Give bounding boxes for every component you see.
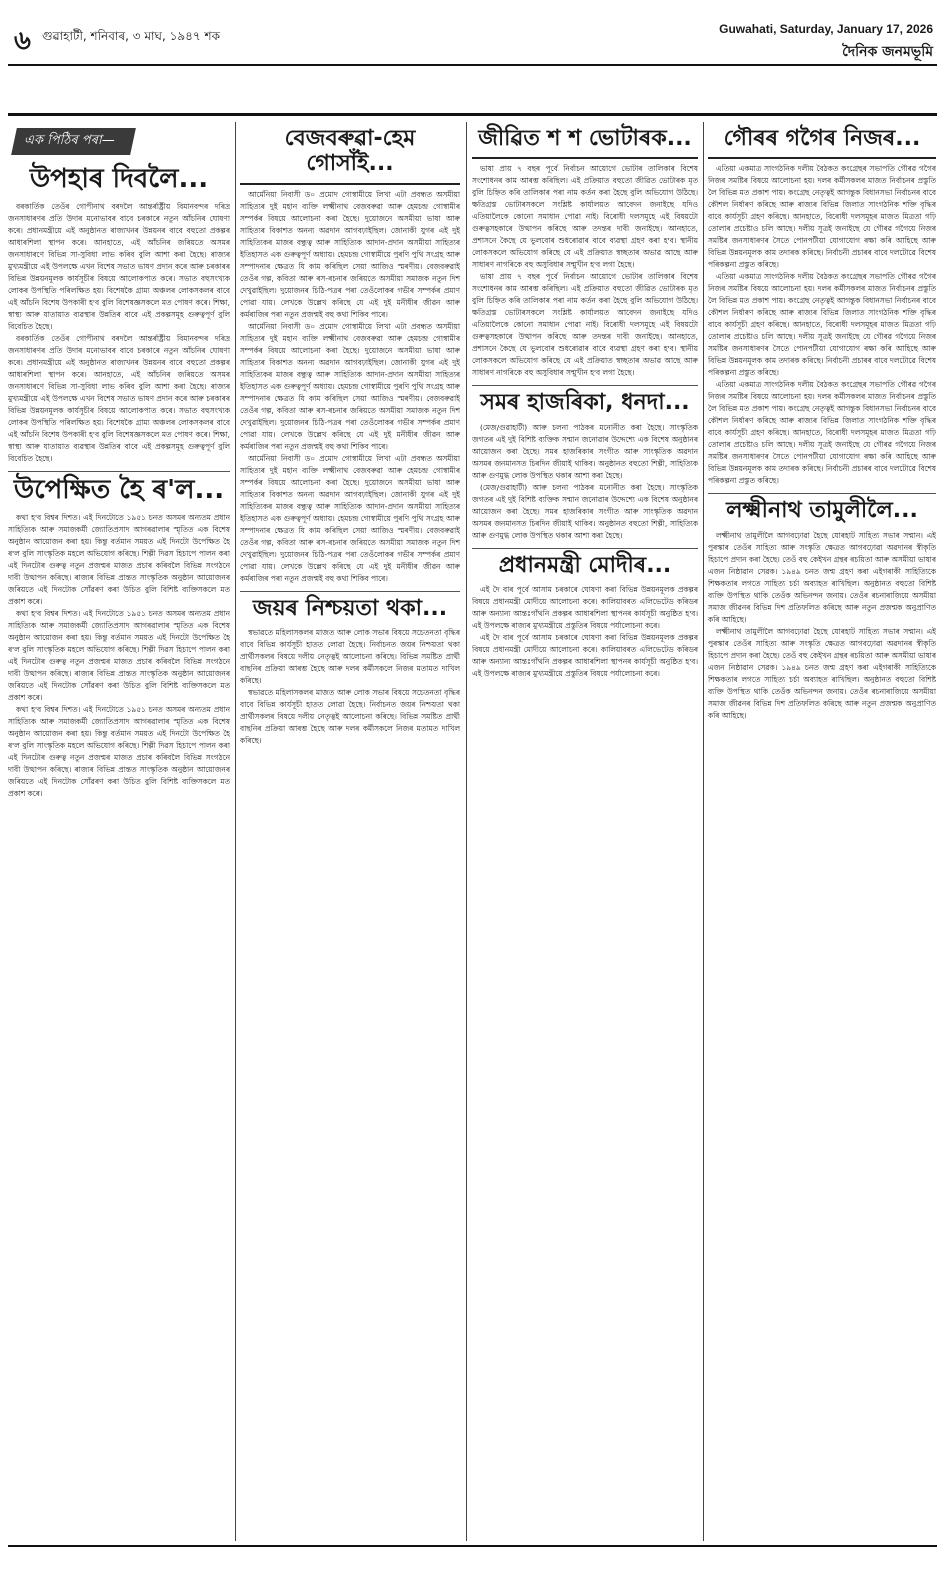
article-body-cont: আৰ্মেনিয়া নিবাসী ড০ প্ৰমোদ গোস্বামীয়ে লিখা এটা প্ৰবন্ধত অসমীয়া সাহিত্যৰ দুই মহান ব্যক্তি লক্ষ্মীনাথ বেজবৰুৱা আৰু হেমচন্দ্ৰ গোস্বামীৰ সম্পৰ্কৰ বিষয়ে আলোচনা কৰা হৈছে। দুয়োজনে অসমীয়া ভাষা আৰু সাহিত্যৰ বিকাশত অনন্য অৱদান আগবঢ়াইছিল। জোনাকী যুগৰ এই দুই সাহিত্যিকৰ মাজৰ বন্ধুত্ব আৰু সাহিত্যিক আদান-প্ৰদান অসমীয়া সাহিত্যৰ ইতিহাসত এক গুৰুত্বপূৰ্ণ অধ্যায়। হেমচন্দ্ৰ গোস্বামীয়ে পুৰণি পুথি সংগ্ৰহ আৰু সম্পাদনাৰ ক্ষেত্ৰত যি কাম কৰিছিল সেয়া আজিও স্মৰণীয়। বেজবৰুৱাই তেওঁৰ গল্প, কবিতা আৰু ৰস-ৰচনাৰ জৰিয়তে অসমীয়া সমাজক নতুন দিশ দেখুৱাইছিল। দুয়োজনৰ চিঠি-পত্ৰৰ পৰা তেওঁলোকৰ গভীৰ সম্পৰ্কৰ প্ৰমাণ পোৱা যায়। লেখকে উল্লেখ কৰিছে যে এই দুই মনীষীৰ জীৱন আৰু কৰ্মৰাজিৰ পৰা নতুন প্ৰজন্মই বহু কথা শিকিব পাৰে। [240, 453, 460, 583]
article-headline: সমৰ হাজৰিকা, ধনদা... [480, 390, 690, 416]
article-headline: উপহাৰ দিবলৈ... [29, 164, 209, 194]
article-body: ভাষা প্ৰায় ৭ বছৰ পূৰ্বে নিৰ্বাচন আয়োগে ভোটাৰ তালিকাৰ বিশেষ সংশোধনৰ কাম আৰম্ভ কৰিছিল। এই প্ৰক্ৰিয়াত বহুতো জীৱিত ভোটাৰক মৃত বুলি চিহ্নিত কৰি তালিকাৰ পৰা নাম কৰ্তন কৰা হৈছে বুলি অভিযোগ উঠিছে। ক্ষতিগ্ৰস্ত ভোটাৰসকলে সংশ্লিষ্ট কাৰ্যালয়ত আবেদন জনাইছে যদিও এতিয়ালৈকে কোনো সমাধান পোৱা নাই। বিৰোধী দলসমূহে এই বিষয়টো গুৰুত্বসহকাৰে উত্থাপন কৰিছে আৰু তদন্তৰ দাবী জনাইছে। আনহাতে, প্ৰশাসনে কৈছে যে ভুলবোৰ শুধৰোৱাৰ বাবে ব্যৱস্থা গ্ৰহণ কৰা হ'ব। স্থানীয় লোকসকলে অভিযোগ কৰিছে যে এই প্ৰক্ৰিয়াত স্বচ্ছতাৰ অভাৱ আছে আৰু সাধাৰণ নাগৰিকে বহু অসুবিধাৰ সন্মুখীন হ'ব লগা হৈছে। [472, 164, 698, 270]
headline-rule [240, 183, 460, 185]
article-body: কথা হ'ব বিশ্বৰ দিশত। এই দিনটোতে ১৯৫১ চনত অসমৰ অন্যতম প্ৰধান সাহিত্যিক আৰু সমাজকৰ্মী জ্যোতিপ্ৰসাদ আগৰৱালাৰ স্মৃতিত এক বিশেষ অনুষ্ঠান আয়োজন কৰা হয়। কিন্তু বৰ্তমান সময়ত এই দিনটো উপেক্ষিত হৈ ৰ'ল বুলি সাংস্কৃতিক মহলে অভিযোগ কৰিছে। শিল্পী দিৱস হিচাপে পালন কৰা এই দিনটোৰ গুৰুত্ব নতুন প্ৰজন্মৰ মাজত প্ৰচাৰ কৰিবলৈ বিভিন্ন সংগঠনে দাবী উত্থাপন কৰিছে। ৰাজ্যৰ বিভিন্ন প্ৰান্তত সাংস্কৃতিক অনুষ্ঠান আয়োজনৰ জৰিয়তে এই দিনটোক সোঁৱৰণ কৰা উচিত বুলি বিশিষ্ট ব্যক্তিসকলে মত প্ৰকাশ কৰে। [8, 512, 230, 606]
column-4 [708, 122, 936, 1541]
headline-rule [708, 157, 936, 159]
article-body: এই দৈ বাৰ পূৰ্বে আসাম চৰকাৰে ঘোষণা কৰা বিভিন্ন উন্নয়নমূলক প্ৰকল্পৰ বিষয়ে প্ৰধানমন্ত্ৰী মোদীয়ে আলোচনা কৰে। কালিয়াবৰত এলিভেটেড কৰিডৰ আৰু অন্যান্য আন্তঃগাঁথনি প্ৰকল্পৰ আধাৰশিলা স্থাপনৰ কাৰ্যসূচী অনুষ্ঠিত হ'ব। এই উপলক্ষে ৰাজ্যৰ মুখ্যমন্ত্ৰীয়ে প্ৰস্তুতিৰ বিষয়ে পৰ্যালোচনা কৰে। [472, 584, 698, 630]
article-headline: বেজবৰুৱা-হেম গোসাঁই... [284, 126, 416, 177]
article-body-cont: ভাষা প্ৰায় ৭ বছৰ পূৰ্বে নিৰ্বাচন আয়োগে ভোটাৰ তালিকাৰ বিশেষ সংশোধনৰ কাম আৰম্ভ কৰিছিল। এই প্ৰক্ৰিয়াত বহুতো জীৱিত ভোটাৰক মৃত বুলি চিহ্নিত কৰি তালিকাৰ পৰা নাম কৰ্তন কৰা হৈছে বুলি অভিযোগ উঠিছে। ক্ষতিগ্ৰস্ত ভোটাৰসকলে সংশ্লিষ্ট কাৰ্যালয়ত আবেদন জনাইছে যদিও এতিয়ালৈকে কোনো সমাধান পোৱা নাই। বিৰোধী দলসমূহে এই বিষয়টো গুৰুত্বসহকাৰে উত্থাপন কৰিছে আৰু তদন্তৰ দাবী জনাইছে। আনহাতে, প্ৰশাসনে কৈছে যে ভুলবোৰ শুধৰোৱাৰ বাবে ব্যৱস্থা গ্ৰহণ কৰা হ'ব। স্থানীয় লোকসকলে অভিযোগ কৰিছে যে এই প্ৰক্ৰিয়াত স্বচ্ছতাৰ অভাৱ আছে আৰু সাধাৰণ নাগৰিকে বহু অসুবিধাৰ সন্মুখীন হ'ব লগা হৈছে। [472, 272, 698, 378]
article-separator [472, 548, 698, 549]
article-body-cont: এতিয়া একমাত্ৰ সাংগঠনিক দলীয় বৈঠকত কংগ্ৰেছৰ সভাপতি গৌৰৱ গগৈৰ নিজৰ সমষ্টিৰ বিষয়ে আলোচনা হয়। দলৰ কৰ্মীসকলৰ মাজত নিৰ্বাচনৰ প্ৰস্তুতি লৈ বিভিন্ন মত প্ৰকাশ পায়। কংগ্ৰেছ নেতৃত্বই আগন্তুক বিধানসভা নিৰ্বাচনৰ বাবে কৌশল নিৰ্ধাৰণ কৰিছে আৰু ৰাজ্যৰ বিভিন্ন জিলাত সাংগঠনিক শক্তি বৃদ্ধিৰ বাবে কাৰ্যসূচী গ্ৰহণ কৰিছে। আনহাতে, বিৰোধী দলসমূহৰ মাজত মিত্ৰতা গঢ়ি তোলাৰ প্ৰচেষ্টাও চলি আছে। দলীয় সূত্ৰই জনাইছে যে গৌৰৱ গগৈয়ে নিজৰ সমষ্টিৰ জনসাধাৰণৰ সৈতে পোনপটীয়া যোগাযোগ ৰক্ষা কৰি আহিছে আৰু বিভিন্ন উন্নয়নমূলক কাম তদাৰক কৰিছে। নিৰ্বাচনী প্ৰচাৰৰ বাবে দলটোৱে বিশেষ পৰিকল্পনা প্ৰস্তুত কৰিছে। [708, 272, 936, 378]
article-headline: জয়ৰ নিশ্চয়তা থকা... [252, 595, 448, 621]
article-body-cont: লক্ষ্মীনাথ তামুলীলৈ আগবঢ়োৱা হৈছে যোৰহাট সাহিত্য সভাৰ সন্মান। এই পুৰস্কাৰ তেওঁৰ সাহিত্য আৰু সংস্কৃতি ক্ষেত্ৰত আগবঢ়োৱা অৱদানৰ স্বীকৃতি হিচাপে প্ৰদান কৰা হৈছে। তেওঁ বহু কেইখন গ্ৰন্থৰ ৰচয়িতা আৰু অসমীয়া ভাষাৰ এজন নিষ্ঠাৱান সেৱক। ১৯৪৯ চনত জন্ম গ্ৰহণ কৰা এইগৰাকী সাহিত্যিকে শিক্ষকতাৰ লগতে সাহিত্য চৰ্চা অব্যাহত ৰাখিছিল। অনুষ্ঠানত বহুতো বিশিষ্ট ব্যক্তি উপস্থিত থাকি তেওঁক অভিনন্দন জনায়। তেওঁৰ ৰচনাৰাজিয়ে অসমীয়া সমাজ জীৱনৰ বিভিন্ন দিশ প্ৰতিফলিত কৰিছে আৰু নতুন প্ৰজন্মক অনুপ্ৰাণিত কৰি আহিছে। [708, 626, 936, 720]
article-body: (মেজ/গুৱাহাটী) আৰু চলনা পাঠকৰ মনোনীত কৰা হৈছে। সাংস্কৃতিক জগতৰ এই দুই বিশিষ্ট ব্যক্তিক সন্মান জনোৱাৰ উদ্দেশ্যে এক বিশেষ অনুষ্ঠানৰ আয়োজন কৰা হৈছে। সমৰ হাজৰিকাৰ সংগীত আৰু সাংস্কৃতিক অৱদান অসমৰ জনমানসত চিৰদিন জীয়াই থাকিব। অনুষ্ঠানত বহুতো শিল্পী, সাহিত্যিক আৰু গুণমুগ্ধ লোক উপস্থিত থকাৰ আশা কৰা হৈছে। [472, 422, 698, 480]
article-separator [240, 591, 460, 592]
masthead-rule-thick [8, 113, 937, 116]
masthead-rule [8, 64, 937, 66]
column-divider [466, 122, 467, 1541]
article-headline: গৌৰৰ গগৈৰ নিজৰ... [723, 126, 921, 151]
column-divider [703, 122, 704, 1541]
masthead [0, 0, 945, 118]
article-headline: লক্ষ্মীনাথ তামুলীলৈ... [726, 498, 918, 524]
article-separator [8, 471, 230, 472]
article-separator [708, 493, 936, 494]
article-body: লক্ষ্মীনাথ তামুলীলৈ আগবঢ়োৱা হৈছে যোৰহাট সাহিত্য সভাৰ সন্মান। এই পুৰস্কাৰ তেওঁৰ সাহিত্য আৰু সংস্কৃতি ক্ষেত্ৰত আগবঢ়োৱা অৱদানৰ স্বীকৃতি হিচাপে প্ৰদান কৰা হৈছে। তেওঁ বহু কেইখন গ্ৰন্থৰ ৰচয়িতা আৰু অসমীয়া ভাষাৰ এজন নিষ্ঠাৱান সেৱক। ১৯৪৯ চনত জন্ম গ্ৰহণ কৰা এইগৰাকী সাহিত্যিকে শিক্ষকতাৰ লগতে সাহিত্য চৰ্চা অব্যাহত ৰাখিছিল। অনুষ্ঠানত বহুতো বিশিষ্ট ব্যক্তি উপস্থিত থাকি তেওঁক অভিনন্দন জনায়। তেওঁৰ ৰচনাৰাজিয়ে অসমীয়া সমাজ জীৱনৰ বিভিন্ন দিশ প্ৰতিফলিত কৰিছে আৰু নতুন প্ৰজন্মক অনুপ্ৰাণিত কৰি আহিছে। [708, 530, 936, 624]
page-number: ৬ [14, 26, 31, 56]
article-body-cont: এই দৈ বাৰ পূৰ্বে আসাম চৰকাৰে ঘোষণা কৰা বিভিন্ন উন্নয়নমূলক প্ৰকল্পৰ বিষয়ে প্ৰধানমন্ত্ৰী মোদীয়ে আলোচনা কৰে। কালিয়াবৰত এলিভেটেড কৰিডৰ আৰু অন্যান্য আন্তঃগাঁথনি প্ৰকল্পৰ আধাৰশিলা স্থাপনৰ কাৰ্যসূচী অনুষ্ঠিত হ'ব। এই উপলক্ষে ৰাজ্যৰ মুখ্যমন্ত্ৰীয়ে প্ৰস্তুতিৰ বিষয়ে পৰ্যালোচনা কৰে। [472, 632, 698, 678]
page-footer-rule [8, 1545, 937, 1547]
date-line-assamese: গুৱাহাটী, শনিবাৰ, ৩ মাঘ, ১৯৪৭ শক [42, 29, 221, 43]
column-2 [240, 122, 460, 1541]
article-body-cont: আৰ্মেনিয়া নিবাসী ড০ প্ৰমোদ গোস্বামীয়ে লিখা এটা প্ৰবন্ধত অসমীয়া সাহিত্যৰ দুই মহান ব্যক্তি লক্ষ্মীনাথ বেজবৰুৱা আৰু হেমচন্দ্ৰ গোস্বামীৰ সম্পৰ্কৰ বিষয়ে আলোচনা কৰা হৈছে। দুয়োজনে অসমীয়া ভাষা আৰু সাহিত্যৰ বিকাশত অনন্য অৱদান আগবঢ়াইছিল। জোনাকী যুগৰ এই দুই সাহিত্যিকৰ মাজৰ বন্ধুত্ব আৰু সাহিত্যিক আদান-প্ৰদান অসমীয়া সাহিত্যৰ ইতিহাসত এক গুৰুত্বপূৰ্ণ অধ্যায়। হেমচন্দ্ৰ গোস্বামীয়ে পুৰণি পুথি সংগ্ৰহ আৰু সম্পাদনাৰ ক্ষেত্ৰত যি কাম কৰিছিল সেয়া আজিও স্মৰণীয়। বেজবৰুৱাই তেওঁৰ গল্প, কবিতা আৰু ৰস-ৰচনাৰ জৰিয়তে অসমীয়া সমাজক নতুন দিশ দেখুৱাইছিল। দুয়োজনৰ চিঠি-পত্ৰৰ পৰা তেওঁলোকৰ গভীৰ সম্পৰ্কৰ প্ৰমাণ পোৱা যায়। লেখকে উল্লেখ কৰিছে যে এই দুই মনীষীৰ জীৱন আৰু কৰ্মৰাজিৰ পৰা নতুন প্ৰজন্মই বহু কথা শিকিব পাৰে। [240, 321, 460, 451]
article-body-cont: স্বভাৱতে মহিলাসকলৰ মাজত আৰু লোক সভাৰ বিষয়ে সচেতনতা বৃদ্ধিৰ বাবে বিভিন্ন কাৰ্যসূচী হাতত লোৱা হৈছে। নিৰ্বাচনত জয়ৰ নিশ্চয়তা থকা প্ৰাৰ্থীসকলৰ বিষয়ে দলীয় নেতৃত্বই আলোচনা কৰিছে। বিভিন্ন সমষ্টিত প্ৰাৰ্থী বাছনিৰ প্ৰক্ৰিয়া আৰম্ভ হৈছে আৰু দলৰ কৰ্মীসকলে নিজৰ মতামত দাখিল কৰিছে। [240, 687, 460, 745]
article-body-cont: (মেজ/গুৱাহাটী) আৰু চলনা পাঠকৰ মনোনীত কৰা হৈছে। সাংস্কৃতিক জগতৰ এই দুই বিশিষ্ট ব্যক্তিক সন্মান জনোৱাৰ উদ্দেশ্যে এক বিশেষ অনুষ্ঠানৰ আয়োজন কৰা হৈছে। সমৰ হাজৰিকাৰ সংগীত আৰু সাংস্কৃতিক অৱদান অসমৰ জনমানসত চিৰদিন জীয়াই থাকিব। অনুষ্ঠানত বহুতো শিল্পী, সাহিত্যিক আৰু গুণমুগ্ধ লোক উপস্থিত থকাৰ আশা কৰা হৈছে। [472, 482, 698, 540]
continued-kicker: এক পিঠিৰ পৰা— [11, 128, 135, 155]
article-body: এতিয়া একমাত্ৰ সাংগঠনিক দলীয় বৈঠকত কংগ্ৰেছৰ সভাপতি গৌৰৱ গগৈৰ নিজৰ সমষ্টিৰ বিষয়ে আলোচনা হয়। দলৰ কৰ্মীসকলৰ মাজত নিৰ্বাচনৰ প্ৰস্তুতি লৈ বিভিন্ন মত প্ৰকাশ পায়। কংগ্ৰেছ নেতৃত্বই আগন্তুক বিধানসভা নিৰ্বাচনৰ বাবে কৌশল নিৰ্ধাৰণ কৰিছে আৰু ৰাজ্যৰ বিভিন্ন জিলাত সাংগঠনিক শক্তি বৃদ্ধিৰ বাবে কাৰ্যসূচী গ্ৰহণ কৰিছে। আনহাতে, বিৰোধী দলসমূহৰ মাজত মিত্ৰতা গঢ়ি তোলাৰ প্ৰচেষ্টাও চলি আছে। দলীয় সূত্ৰই জনাইছে যে গৌৰৱ গগৈয়ে নিজৰ সমষ্টিৰ জনসাধাৰণৰ সৈতে পোনপটীয়া যোগাযোগ ৰক্ষা কৰি আহিছে আৰু বিভিন্ন উন্নয়নমূলক কাম তদাৰক কৰিছে। নিৰ্বাচনী প্ৰচাৰৰ বাবে দলটোৱে বিশেষ পৰিকল্পনা প্ৰস্তুত কৰিছে। [708, 164, 936, 270]
article-body-cont: কথা হ'ব বিশ্বৰ দিশত। এই দিনটোতে ১৯৫১ চনত অসমৰ অন্যতম প্ৰধান সাহিত্যিক আৰু সমাজকৰ্মী জ্যোতিপ্ৰসাদ আগৰৱালাৰ স্মৃতিত এক বিশেষ অনুষ্ঠান আয়োজন কৰা হয়। কিন্তু বৰ্তমান সময়ত এই দিনটো উপেক্ষিত হৈ ৰ'ল বুলি সাংস্কৃতিক মহলে অভিযোগ কৰিছে। শিল্পী দিৱস হিচাপে পালন কৰা এই দিনটোৰ গুৰুত্ব নতুন প্ৰজন্মৰ মাজত প্ৰচাৰ কৰিবলৈ বিভিন্ন সংগঠনে দাবী উত্থাপন কৰিছে। ৰাজ্যৰ বিভিন্ন প্ৰান্তত সাংস্কৃতিক অনুষ্ঠান আয়োজনৰ জৰিয়তে এই দিনটোক সোঁৱৰণ কৰা উচিত বুলি বিশিষ্ট ব্যক্তিসকলে মত প্ৰকাশ কৰে। [8, 704, 230, 798]
article-headline: প্ৰধানমন্ত্ৰী মোদীৰ... [498, 552, 672, 578]
column-divider [235, 122, 236, 1541]
article-headline: উপেক্ষিত হৈ ৰ'ল... [13, 474, 225, 505]
headline-rule [472, 157, 698, 159]
article-body-cont: এতিয়া একমাত্ৰ সাংগঠনিক দলীয় বৈঠকত কংগ্ৰেছৰ সভাপতি গৌৰৱ গগৈৰ নিজৰ সমষ্টিৰ বিষয়ে আলোচনা হয়। দলৰ কৰ্মীসকলৰ মাজত নিৰ্বাচনৰ প্ৰস্তুতি লৈ বিভিন্ন মত প্ৰকাশ পায়। কংগ্ৰেছ নেতৃত্বই আগন্তুক বিধানসভা নিৰ্বাচনৰ বাবে কৌশল নিৰ্ধাৰণ কৰিছে আৰু ৰাজ্যৰ বিভিন্ন জিলাত সাংগঠনিক শক্তি বৃদ্ধিৰ বাবে কাৰ্যসূচী গ্ৰহণ কৰিছে। আনহাতে, বিৰোধী দলসমূহৰ মাজত মিত্ৰতা গঢ়ি তোলাৰ প্ৰচেষ্টাও চলি আছে। দলীয় সূত্ৰই জনাইছে যে গৌৰৱ গগৈয়ে নিজৰ সমষ্টিৰ জনসাধাৰণৰ সৈতে পোনপটীয়া যোগাযোগ ৰক্ষা কৰি আহিছে আৰু বিভিন্ন উন্নয়নমূলক কাম তদাৰক কৰিছে। নিৰ্বাচনী প্ৰচাৰৰ বাবে দলটোৱে বিশেষ পৰিকল্পনা প্ৰস্তুত কৰিছে। [708, 380, 936, 486]
column-3 [472, 122, 698, 1541]
article-body: স্বভাৱতে মহিলাসকলৰ মাজত আৰু লোক সভাৰ বিষয়ে সচেতনতা বৃদ্ধিৰ বাবে বিভিন্ন কাৰ্যসূচী হাতত লোৱা হৈছে। নিৰ্বাচনত জয়ৰ নিশ্চয়তা থকা প্ৰাৰ্থীসকলৰ বিষয়ে দলীয় নেতৃত্বই আলোচনা কৰিছে। বিভিন্ন সমষ্টিত প্ৰাৰ্থী বাছনিৰ প্ৰক্ৰিয়া আৰম্ভ হৈছে আৰু দলৰ কৰ্মীসকলে নিজৰ মতামত দাখিল কৰিছে। [240, 627, 460, 685]
article-body: বৰকাৰ্তিক তেওঁৰ গোপীনাথ বৰদলৈ আন্তৰ্ৰাষ্ট্ৰীয় বিমানবন্দৰ দৰিদ্ৰ জনসাধাৰণৰ প্ৰতি উদাৰ মনোভাবৰ বাবে চৰকাৰে নতুন আঁচনিৰ ঘোষণা কৰে। প্ৰধানমন্ত্ৰীয়ে এই অনুষ্ঠানত ৰাজ্যখনৰ উন্নয়নৰ বাবে বহুতো প্ৰকল্পৰ আধাৰশিলা স্থাপন কৰে। আনহাতে, এই আঁচনিৰ জৰিয়তে অসমৰ জনসাধাৰণে বিভিন্ন সা-সুবিধা লাভ কৰিব বুলি আশা কৰা হৈছে। ৰাজ্যৰ মুখ্যমন্ত্ৰীয়ে এই উপলক্ষে এখন বিশেষ সভাত ভাষণ প্ৰদান কৰে আৰু চৰকাৰৰ বিভিন্ন উন্নয়নমূলক কাৰ্যসূচীৰ বিষয়ে আলোকপাত কৰে। সভাত বহুসংখ্যক লোকৰ উপস্থিতি পৰিলক্ষিত হয়। বিশেষকৈ গ্ৰাম্য অঞ্চলৰ লোকসকলৰ বাবে এই আঁচনি বিশেষ উপকাৰী হ'ব বুলি বিশেষজ্ঞসকলে মত পোষণ কৰে। শিক্ষা, স্বাস্থ্য আৰু যাতায়াত ব্যৱস্থাৰ উন্নতিৰ বাবে এই প্ৰকল্পসমূহ গুৰুত্বপূৰ্ণ বুলি বিবেচিত হৈছে। [8, 201, 230, 331]
date-line-english: Guwahati, Saturday, January 17, 2026 [719, 22, 933, 36]
article-body-cont: বৰকাৰ্তিক তেওঁৰ গোপীনাথ বৰদলৈ আন্তৰ্ৰাষ্ট্ৰীয় বিমানবন্দৰ দৰিদ্ৰ জনসাধাৰণৰ প্ৰতি উদাৰ মনোভাবৰ বাবে চৰকাৰে নতুন আঁচনিৰ ঘোষণা কৰে। প্ৰধানমন্ত্ৰীয়ে এই অনুষ্ঠানত ৰাজ্যখনৰ উন্নয়নৰ বাবে বহুতো প্ৰকল্পৰ আধাৰশিলা স্থাপন কৰে। আনহাতে, এই আঁচনিৰ জৰিয়তে অসমৰ জনসাধাৰণে বিভিন্ন সা-সুবিধা লাভ কৰিব বুলি আশা কৰা হৈছে। ৰাজ্যৰ মুখ্যমন্ত্ৰীয়ে এই উপলক্ষে এখন বিশেষ সভাত ভাষণ প্ৰদান কৰে আৰু চৰকাৰৰ বিভিন্ন উন্নয়নমূলক কাৰ্যসূচীৰ বিষয়ে আলোকপাত কৰে। সভাত বহুসংখ্যক লোকৰ উপস্থিতি পৰিলক্ষিত হয়। বিশেষকৈ গ্ৰাম্য অঞ্চলৰ লোকসকলৰ বাবে এই আঁচনি বিশেষ উপকাৰী হ'ব বুলি বিশেষজ্ঞসকলে মত পোষণ কৰে। শিক্ষা, স্বাস্থ্য আৰু যাতায়াত ব্যৱস্থাৰ উন্নতিৰ বাবে এই প্ৰকল্পসমূহ গুৰুত্বপূৰ্ণ বুলি বিবেচিত হৈছে। [8, 333, 230, 463]
article-separator [472, 385, 698, 386]
article-headline: জীৱিত শ শ ভোটাৰক... [478, 126, 692, 151]
column-1 [8, 122, 230, 1541]
article-body: আৰ্মেনিয়া নিবাসী ড০ প্ৰমোদ গোস্বামীয়ে লিখা এটা প্ৰবন্ধত অসমীয়া সাহিত্যৰ দুই মহান ব্যক্তি লক্ষ্মীনাথ বেজবৰুৱা আৰু হেমচন্দ্ৰ গোস্বামীৰ সম্পৰ্কৰ বিষয়ে আলোচনা কৰা হৈছে। দুয়োজনে অসমীয়া ভাষা আৰু সাহিত্যৰ বিকাশত অনন্য অৱদান আগবঢ়াইছিল। জোনাকী যুগৰ এই দুই সাহিত্যিকৰ মাজৰ বন্ধুত্ব আৰু সাহিত্যিক আদান-প্ৰদান অসমীয়া সাহিত্যৰ ইতিহাসত এক গুৰুত্বপূৰ্ণ অধ্যায়। হেমচন্দ্ৰ গোস্বামীয়ে পুৰণি পুথি সংগ্ৰহ আৰু সম্পাদনাৰ ক্ষেত্ৰত যি কাম কৰিছিল সেয়া আজিও স্মৰণীয়। বেজবৰুৱাই তেওঁৰ গল্প, কবিতা আৰু ৰস-ৰচনাৰ জৰিয়তে অসমীয়া সমাজক নতুন দিশ দেখুৱাইছিল। দুয়োজনৰ চিঠি-পত্ৰৰ পৰা তেওঁলোকৰ গভীৰ সম্পৰ্কৰ প্ৰমাণ পোৱা যায়। লেখকে উল্লেখ কৰিছে যে এই দুই মনীষীৰ জীৱন আৰু কৰ্মৰাজিৰ পৰা নতুন প্ৰজন্মই বহু কথা শিকিব পাৰে। [240, 189, 460, 319]
newspaper-brand: দৈনিক জনমভূমি [842, 44, 933, 60]
article-body-cont: কথা হ'ব বিশ্বৰ দিশত। এই দিনটোতে ১৯৫১ চনত অসমৰ অন্যতম প্ৰধান সাহিত্যিক আৰু সমাজকৰ্মী জ্যোতিপ্ৰসাদ আগৰৱালাৰ স্মৃতিত এক বিশেষ অনুষ্ঠান আয়োজন কৰা হয়। কিন্তু বৰ্তমান সময়ত এই দিনটো উপেক্ষিত হৈ ৰ'ল বুলি সাংস্কৃতিক মহলে অভিযোগ কৰিছে। শিল্পী দিৱস হিচাপে পালন কৰা এই দিনটোৰ গুৰুত্ব নতুন প্ৰজন্মৰ মাজত প্ৰচাৰ কৰিবলৈ বিভিন্ন সংগঠনে দাবী উত্থাপন কৰিছে। ৰাজ্যৰ বিভিন্ন প্ৰান্তত সাংস্কৃতিক অনুষ্ঠান আয়োজনৰ জৰিয়তে এই দিনটোক সোঁৱৰণ কৰা উচিত বুলি বিশিষ্ট ব্যক্তিসকলে মত প্ৰকাশ কৰে। [8, 608, 230, 702]
